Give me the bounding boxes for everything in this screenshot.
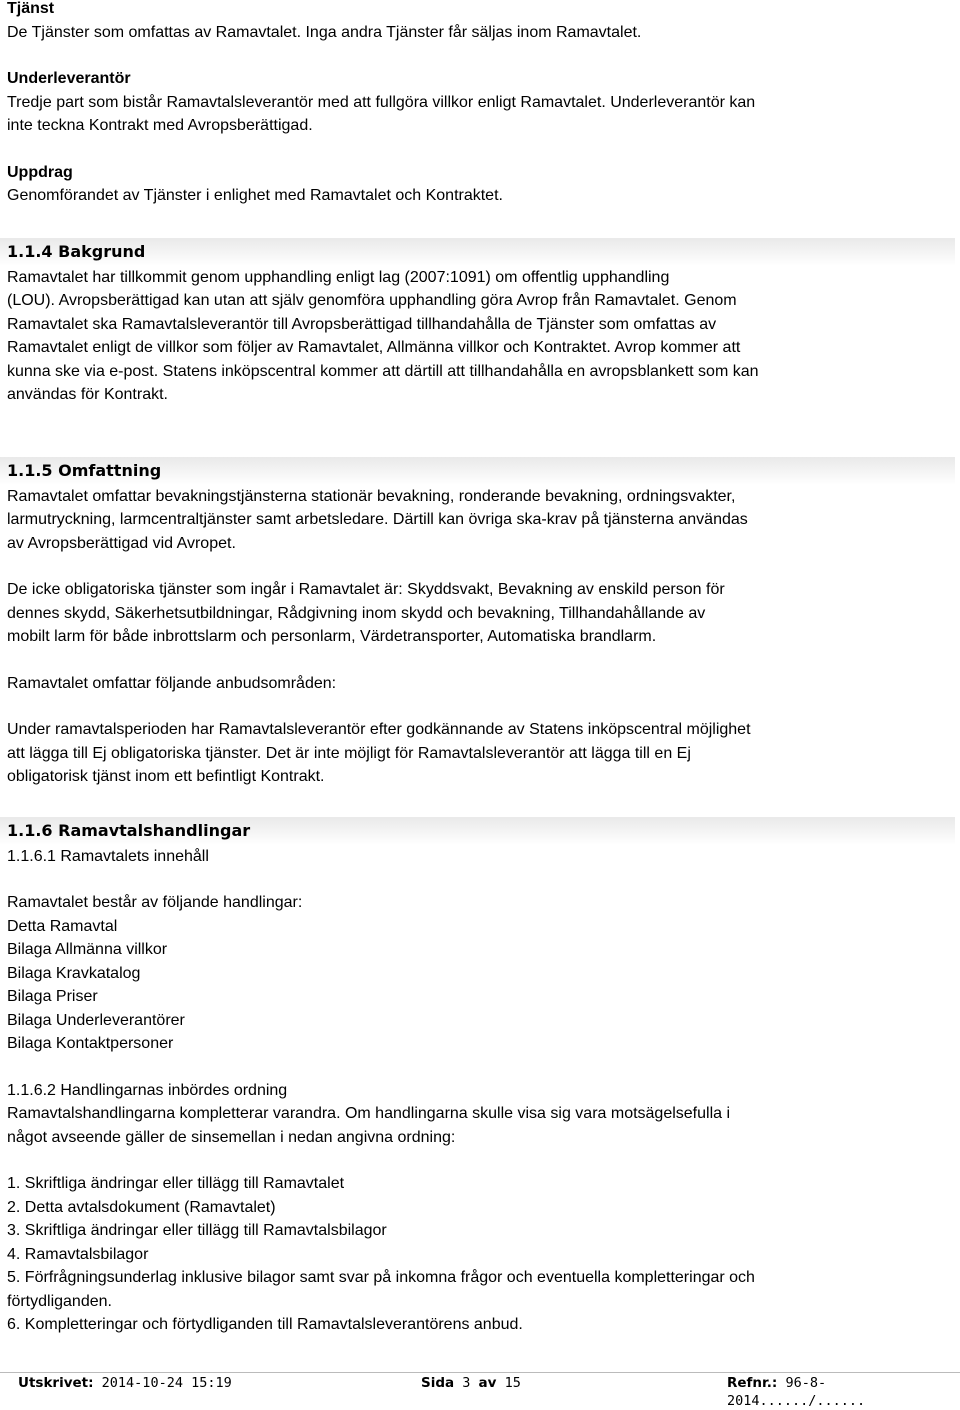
- list-item: Detta Ramavtal: [7, 917, 118, 935]
- text-line: något avseende gäller de sinsemellan i nedan angivna ordning:: [7, 1128, 456, 1146]
- text-line: Ramavtalet har tillkommit genom upphandling enligt lag (2007:1091) om offentlig upphandling: [7, 268, 670, 286]
- text-line: att lägga till Ej obligatoriska tjänster. Det är inte möjligt för Ramavtalsleverantör att lägga till en Ej: [7, 744, 691, 762]
- text-line: av Avropsberättigad vid Avropet.: [7, 534, 236, 552]
- list-item: Bilaga Kontaktpersoner: [7, 1035, 174, 1052]
- footer-ref-label: Refnr.:: [727, 1375, 778, 1391]
- list-item: 4. Ramavtalsbilagor: [7, 1245, 149, 1263]
- list-item: Bilaga Kravkatalog: [7, 964, 141, 982]
- footer-page-number: 3: [462, 1375, 471, 1391]
- footer-page-of: av: [478, 1375, 497, 1391]
- text-line: användas för Kontrakt.: [7, 386, 168, 403]
- paragraph-omfattning-3: Ramavtalet omfattar följande anbudsområden:: [7, 674, 337, 692]
- def-text-underleverantor-1: Tredje part som bistår Ramavtalsleverantör med att fullgöra villkor enligt Ramavtalet. Underleverantör kan: [7, 93, 756, 111]
- order-list: [7, 1172, 955, 1337]
- list-item: 5. Förfrågningsunderlag inklusive bilagor samt svar på inkomna frågor och eventuella kompletteringar och: [7, 1269, 755, 1286]
- list-item: 1. Skriftliga ändringar eller tillägg till Ramavtalet: [7, 1175, 345, 1192]
- def-text-tjanst: De Tjänster som omfattas av Ramavtalet. Inga andra Tjänster får säljas inom Ramavtalet.: [7, 23, 642, 41]
- text-line: Ramavtalet ska Ramavtalsleverantör till Avropsberättigad tillhandahålla de Tjänster som omfattas av: [7, 315, 717, 333]
- def-text-underleverantor-2: inte teckna Kontrakt med Avropsberättigad.: [7, 117, 313, 134]
- list-item: 3. Skriftliga ändringar eller tillägg till Ramavtalsbilagor: [7, 1222, 387, 1239]
- text-line: larmutryckning, larmcentraltjänster samt arbetsledare. Därtill kan övriga ska-krav på tjänsterna användas: [7, 511, 748, 528]
- footer-page-label: Sida: [421, 1375, 455, 1391]
- footer-ref-value: 96-8-2014....../......: [727, 1375, 866, 1409]
- paragraph-omfattning-1: [7, 485, 955, 556]
- text-line: mobilt larm för både inbrottslarm och personlarm, Värdetransporter, Automatiska brandlarm.: [7, 628, 657, 645]
- document-body: [7, 0, 955, 1337]
- text-line: obligatorisk tjänst inom ett befintligt Kontrakt.: [7, 768, 325, 785]
- list-item: 2. Detta avtalsdokument (Ramavtalet): [7, 1198, 276, 1216]
- def-term-tjanst: Tjänst: [7, 0, 55, 17]
- text-line: De icke obligatoriska tjänster som ingår i Ramavtalet är: Skyddsvakt, Bevakning av enskild person för: [7, 581, 725, 598]
- list-item: förtydliganden.: [7, 1292, 112, 1310]
- def-text-uppdrag: Genomförandet av Tjänster i enlighet med Ramavtalet och Kontraktet.: [7, 187, 503, 204]
- text-line: Ramavtalet enligt de villkor som följer av Ramavtalet, Allmänna villkor och Kontraktet. Avrop kommer att: [7, 339, 741, 356]
- text-line: Under ramavtalsperioden har Ramavtalsleverantör efter godkännande av Statens inköpscentral möjlighet: [7, 721, 751, 738]
- list-item: Bilaga Underleverantörer: [7, 1011, 185, 1029]
- paragraph-omfattning-2: [7, 578, 955, 649]
- footer-printed: [18, 1374, 232, 1392]
- def-term-underleverantor: Underleverantör: [7, 70, 131, 87]
- subheading-innehall: 1.1.6.1 Ramavtalets innehåll: [7, 847, 209, 865]
- list-item: Bilaga Allmänna villkor: [7, 941, 168, 958]
- page-footer: [0, 1372, 960, 1409]
- footer-page-total: 15: [504, 1375, 521, 1391]
- footer-printed-label: Utskrivet:: [18, 1375, 94, 1391]
- text-line: Ramavtalshandlingarna kompletterar varandra. Om handlingarna skulle visa sig vara motsägelsefulla i: [7, 1105, 731, 1122]
- footer-page: [421, 1374, 521, 1392]
- list-intro: Ramavtalet består av följande handlingar:: [7, 894, 303, 911]
- list-item: 6. Kompletteringar och förtydliganden till Ramavtalsleverantörens anbud.: [7, 1316, 523, 1333]
- text-line: (LOU). Avropsberättigad kan utan att själv genomföra upphandling göra Avrop från Ramavtalet. Genom: [7, 292, 737, 309]
- section-heading-bakgrund: 1.1.4 Bakgrund: [0, 238, 955, 266]
- list-item: Bilaga Priser: [7, 988, 98, 1005]
- section-heading-ramavtalshandlingar: 1.1.6 Ramavtalshandlingar: [0, 817, 955, 845]
- def-term-uppdrag: Uppdrag: [7, 163, 73, 181]
- subheading-ordning: 1.1.6.2 Handlingarnas inbördes ordning: [7, 1081, 288, 1099]
- footer-printed-value: 2014-10-24 15:19: [101, 1375, 232, 1391]
- text-line: kunna ske via e-post. Statens inköpscentral kommer att därtill att tillhandahålla en avropsblankett som kan: [7, 362, 759, 380]
- paragraph-bakgrund: [7, 266, 955, 407]
- paragraph-omfattning-4: [7, 718, 955, 789]
- document-list: [7, 915, 955, 1056]
- text-line: Ramavtalet omfattar bevakningstjänsterna stationär bevakning, ronderande bevakning, ordningsvakter,: [7, 487, 736, 505]
- footer-ref: [727, 1374, 960, 1410]
- section-heading-omfattning: 1.1.5 Omfattning: [0, 457, 955, 485]
- text-line: dennes skydd, Säkerhetsutbildningar, Rådgivning inom skydd och bevakning, Tillhandahållande av: [7, 604, 706, 622]
